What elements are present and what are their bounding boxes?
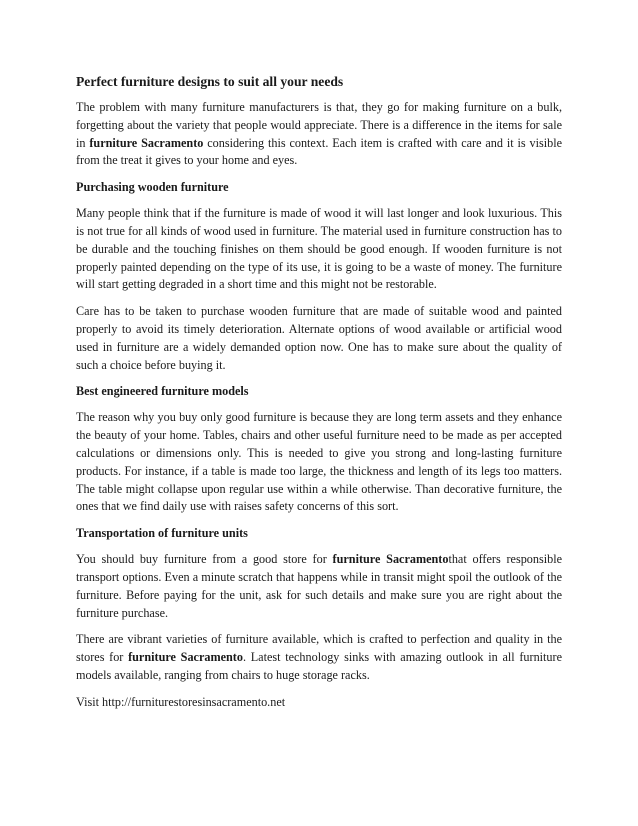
varieties-text-a: There are vibrant varieties of furniture available, which is crafted to perfection and quality in the stores for — [76, 632, 562, 665]
engineered-paragraph: The reason why you buy only good furniture is because they are long term assets and they enhance the beauty of your home. Tables, chairs and other useful furniture need to be made as per accepted calculations or dimensions only. This is needed to give you strong and long-lasting furniture products. For instance, if a table is made too large, the thickness and length of its legs too matters. The table might collapse upon regular use within a while otherwise. Than decorative furniture, the ones that we find daily use with raises safety concerns of this sort. — [76, 410, 562, 514]
transport-paragraph-2 — [76, 631, 562, 684]
intro-paragraph — [76, 99, 562, 170]
document-title: Perfect furniture designs to suit all your needs — [76, 74, 344, 89]
document-page — [76, 73, 562, 711]
transport-paragraph-1 — [76, 551, 562, 622]
wooden-paragraph-1: Many people think that if the furniture is made of wood it will last longer and look luxurious. This is not true for all kinds of wood used in furniture. The material used in furniture construction has to be durable and the touching finishes on them should be good enough. If wooden furniture is not properly painted depending on the type of its use, it is going to be a waste of money. The furniture will start getting degraded in a short time and this might not be restorable. — [76, 206, 562, 292]
intro-text-a: The problem with many furniture manufacturers is that, they go for making furniture on a bulk, forgetting about the variety that people would appreciate. There is a difference in the items for sale in — [76, 100, 562, 150]
section-heading-wooden: Purchasing wooden furniture — [76, 180, 229, 195]
wooden-paragraph-2: Care has to be taken to purchase wooden furniture that are made of suitable wood and painted properly to avoid its timely deterioration. Alternate options of wood available or artificial wood used in furniture are a widely demanded option now. One has to make sure about the quality of such a choice before buying it. — [76, 304, 562, 372]
visit-link-text: Visit http://furniturestoresinsacramento.net — [76, 694, 286, 709]
varieties-bold-keyword: furniture Sacramento — [128, 650, 243, 665]
section-heading-transport: Transportation of furniture units — [76, 526, 248, 541]
transport-text-b: that offers responsible transport options. Even a minute scratch that happens while in transit might spoil the outlook of the furniture. Before paying for the unit, ask for such details and make sure you are right about the furniture purchase. — [76, 552, 562, 620]
section-heading-engineered: Best engineered furniture models — [76, 384, 249, 399]
transport-text-a: You should buy furniture from a good store for — [76, 552, 333, 567]
varieties-text-b: . Latest technology sinks with amazing outlook in all furniture models available, ranging from chairs to huge storage racks. — [76, 650, 562, 682]
intro-text-b: considering this context. Each item is crafted with care and it is visible from the treat it gives to your home and eyes. — [76, 135, 563, 168]
intro-bold-keyword: furniture Sacramento — [89, 135, 204, 150]
transport-bold-keyword: furniture Sacramento — [332, 552, 449, 567]
